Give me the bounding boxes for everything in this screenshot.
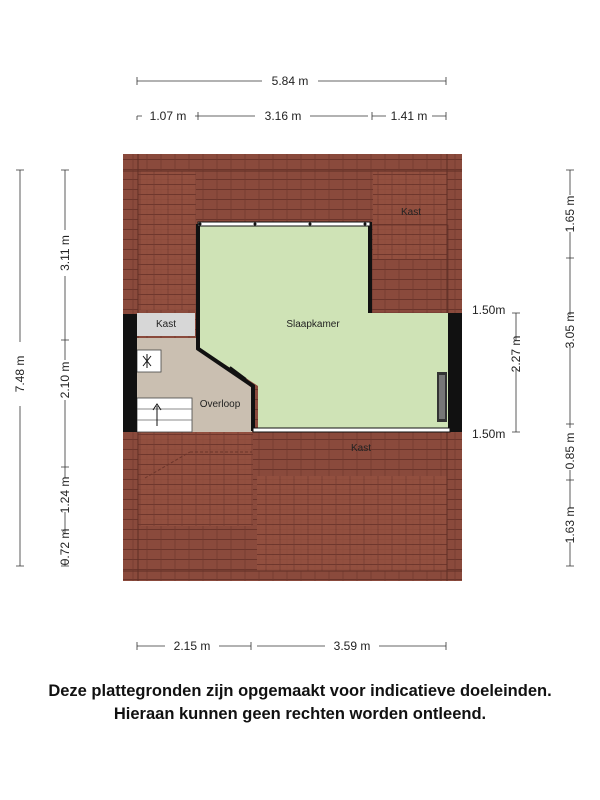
dim-right-seg-3: 0.85 m [563,432,577,470]
stairs [137,398,192,432]
wall-right [448,313,462,432]
label-kast-left: Kast [155,319,177,330]
label-kast-top-right: Kast [400,207,422,218]
dim-inner-height: 2.27 m [509,335,523,373]
bedroom-bottom-wall [253,428,450,432]
dim-bottom-seg-1: 2.15 m [173,639,211,653]
label-slaapkamer: Slaapkamer [286,319,340,330]
dim-top-seg-2: 3.16 m [264,109,302,123]
label-overloop: Overloop [199,399,241,410]
dim-inner-mark-bottom: 1.50m [472,427,506,441]
disclaimer-line-1: Deze plattegronden zijn opgemaakt voor indicatieve doeleinden. [48,682,552,700]
dim-bottom-seg-2: 3.59 m [333,639,371,653]
wall-left [123,314,137,432]
dim-inner-mark-top: 1.50m [472,303,506,317]
dim-top-seg-1: 1.07 m [149,109,187,123]
boiler-symbol [137,350,161,372]
dim-right-seg-2: 3.05 m [563,311,577,349]
roof-section-top-left [138,171,196,310]
dim-top-total: 5.84 m [271,74,309,88]
roof-section-bottom-right [257,476,447,571]
dim-right-seg-1: 1.65 m [563,195,577,233]
dim-left-seg-3: 1.24 m [58,476,72,514]
roof-section-bottom-left [138,432,253,526]
dim-top-seg-3: 1.41 m [390,109,428,123]
dim-right-seg-4: 1.63 m [563,506,577,544]
dim-left-total: 7.48 m [13,355,27,393]
dim-left-seg-2: 2.10 m [58,361,72,399]
label-kast-bottom: Kast [350,443,372,454]
dim-left-seg-4: 0.72 m [58,528,72,566]
disclaimer-line-2: Hieraan kunnen geen rechten worden ontleend. [113,705,487,723]
dim-left-seg-1: 3.11 m [58,235,72,271]
skylight [198,222,370,226]
